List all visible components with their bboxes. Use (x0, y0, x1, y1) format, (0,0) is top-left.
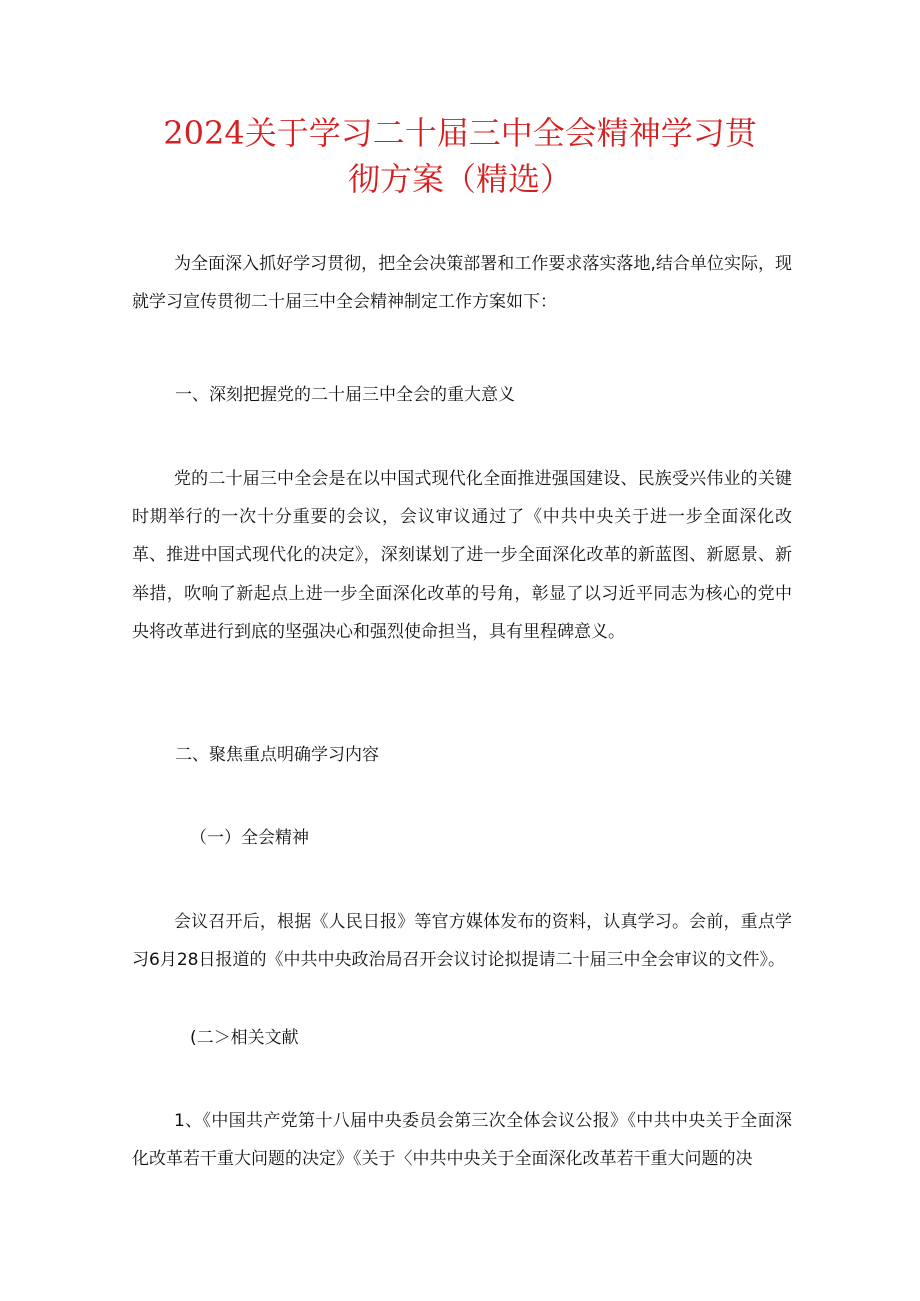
subsection-1-heading: （一）全会精神 (190, 828, 309, 848)
subsection-1-body: 会议召开后，根据《人民日报》等官方媒体发布的资料，认真学习。会前，重点学习6月28日报道的《中共中央政治局召开会议讨论拟提请二十届三中全会审议的文件》。 (132, 912, 792, 971)
section-2-heading: 二、聚焦重点明确学习内容 (175, 745, 379, 765)
document-title-line-2: 彻方案（精选） (347, 160, 572, 198)
section-1-body: 党的二十届三中全会是在以中国式现代化全面推进强国建设、民族受兴伟业的关键时期举行的一次十分重要的会议，会议审议通过了《中共中央关于进一步全面深化改革、推进中国式现代化的决定》，深刻谋划了进一步全面深化改革的新蓝图、新愿景、新举措，吹响了新起点上进一步全面深化改革的号角，彰显了以习近平同志为核心的党中央将改革进行到底的坚强决心和强烈使命担当，具有里程碑意义。 (132, 469, 792, 642)
subsection-2-item-1: 1、《中国共产党第十八届中央委员会第三次全体会议公报》《中共中央关于全面深化改革若干重大问题的决定》《关于〈中共中央关于全面深化改革若干重大问题的决 (132, 1111, 792, 1170)
section-1-heading: 一、深刻把握党的二十届三中全会的重大意义 (175, 385, 515, 405)
subsection-2-heading: (二＞相关文献 (190, 1028, 299, 1048)
document-title-line-1: 2024关于学习二十届三中全会精神学习贯 (163, 114, 757, 152)
intro-paragraph: 为全面深入抓好学习贯彻，把全会决策部署和工作要求落实落地,结合单位实际，现就学习宣传贯彻二十届三中全会精神制定工作方案如下： (132, 254, 792, 313)
